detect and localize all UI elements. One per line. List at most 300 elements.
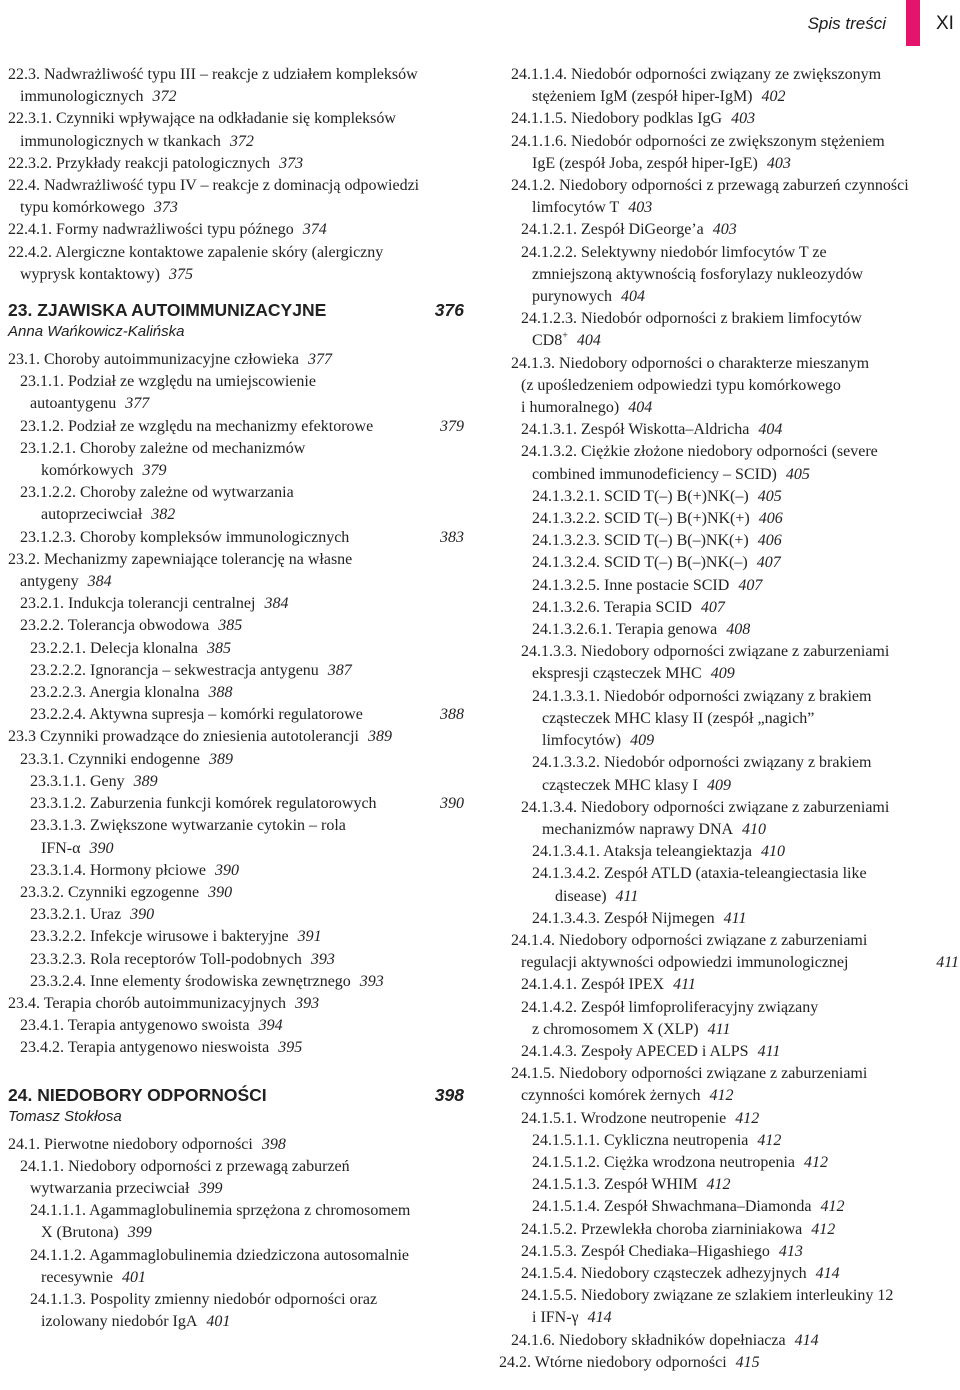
toc-entry <box>499 930 959 952</box>
toc-entry-text: wyprysk kontaktowy) <box>20 265 160 283</box>
toc-entry-text: 23.2. Mechanizmy zapewniające tolerancję na własne <box>8 550 353 568</box>
toc-page-number: 411 <box>936 954 959 972</box>
superscript: + <box>562 331 568 343</box>
toc-entry <box>499 641 959 663</box>
toc-entry-text: 24.1.1.3. Pospolity zmienny niedobór odporności oraz <box>30 1290 378 1308</box>
toc-page-number: 402 <box>761 88 786 106</box>
toc-entry-text: 24.1.3.4.1. Ataksja teleangiektazja <box>532 843 752 861</box>
toc-page-number: 393 <box>295 994 320 1012</box>
toc-entry-text: limfocytów) <box>542 732 622 750</box>
toc-entry[interactable] <box>8 1037 464 1059</box>
chapter-page-number: 398 <box>434 1084 464 1105</box>
toc-page-number: 405 <box>785 465 810 483</box>
toc-entry[interactable] <box>8 660 464 682</box>
toc-entry <box>8 175 464 197</box>
toc-page-number: 406 <box>758 510 783 528</box>
toc-entry <box>8 371 464 393</box>
toc-entry <box>499 797 959 819</box>
toc-entry[interactable] <box>499 1152 959 1174</box>
toc-page-number: 411 <box>723 909 747 927</box>
toc-entry[interactable] <box>8 704 464 726</box>
toc-entry[interactable] <box>499 1041 959 1063</box>
toc-entry[interactable] <box>8 1015 464 1037</box>
toc-entry-text: cząsteczek MHC klasy II (zespół „nagich” <box>542 709 815 727</box>
toc-entry[interactable] <box>499 219 959 241</box>
toc-page-number: 411 <box>707 1020 731 1038</box>
toc-entry-text: 24.1.1.5. Niedobory podklas IgG <box>511 110 723 128</box>
toc-entry[interactable] <box>499 1019 959 1041</box>
toc-entry-text: 23.2.2. Tolerancja obwodowa <box>20 617 210 635</box>
toc-page-number: 406 <box>757 532 782 550</box>
toc-entry[interactable] <box>499 952 959 974</box>
toc-entry-text: 24.1.3.4.3. Zespół Nijmegen <box>532 909 715 927</box>
toc-entry[interactable] <box>8 682 464 704</box>
toc-page-number: 408 <box>726 621 751 639</box>
toc-page-number: 413 <box>778 1242 803 1260</box>
toc-entry[interactable] <box>499 974 959 996</box>
toc-entry[interactable] <box>8 527 464 549</box>
toc-entry <box>8 482 464 504</box>
toc-page-number: 405 <box>757 487 782 505</box>
toc-page-number: 411 <box>615 887 639 905</box>
toc-entry-text: mechanizmów naprawy DNA <box>542 820 734 838</box>
toc-entry[interactable] <box>499 886 959 908</box>
toc-entry[interactable] <box>8 571 464 593</box>
toc-entry-text: 24.1.5.1.1. Cykliczna neutropenia <box>532 1131 749 1149</box>
toc-page-number: 389 <box>367 728 392 746</box>
toc-entry <box>8 1200 464 1222</box>
toc-entry[interactable] <box>8 593 464 615</box>
toc-entry[interactable] <box>499 575 959 597</box>
toc-entry-text: 23.3.2.4. Inne elementy środowiska zewnętrznego <box>30 972 351 990</box>
chapter-author: Anna Wańkowicz-Kalińska <box>8 323 185 341</box>
toc-entry[interactable] <box>499 1241 959 1263</box>
toc-entry[interactable] <box>8 416 464 438</box>
toc-page-number: 379 <box>440 417 464 435</box>
toc-entry-text: 24.1.3.4. Niedobory odporności związane z zaburzeniami <box>521 798 890 816</box>
toc-page-number: 407 <box>756 554 781 572</box>
toc-entry[interactable] <box>8 971 464 993</box>
toc-entry-text: recesywnie <box>41 1268 113 1286</box>
toc-page-number: 393 <box>310 950 335 968</box>
toc-page-number: 377 <box>308 351 333 369</box>
toc-entry[interactable] <box>499 730 959 752</box>
toc-entry-text: cząsteczek MHC klasy I <box>542 776 698 794</box>
toc-page-number: 411 <box>673 976 696 994</box>
toc-entry[interactable] <box>8 504 464 526</box>
toc-entry[interactable] <box>499 1130 959 1152</box>
toc-page-number: 395 <box>278 1039 303 1057</box>
toc-page-number: 383 <box>440 528 464 546</box>
toc-entry[interactable] <box>8 264 464 286</box>
toc-entry-text: 24.1.1.1. Agammaglobulinemia sprzężona z chromosomem <box>30 1202 411 1220</box>
toc-page-number: 409 <box>630 732 655 750</box>
toc-entry[interactable] <box>8 393 464 415</box>
spacer <box>8 286 464 299</box>
toc-page-number: 391 <box>297 928 322 946</box>
toc-entry-text: 24.1.3.3.2. Niedobór odporności związany z brakiem <box>532 754 872 772</box>
toc-entry-text: 24.1.1.6. Niedobór odporności ze zwiększonym stężeniem <box>511 132 885 150</box>
toc-entry-text: 23.4.1. Terapia antygenowo swoista <box>20 1017 250 1035</box>
toc-page-number: 410 <box>760 843 785 861</box>
toc-page-number: 410 <box>742 820 767 838</box>
toc-entry-text: i IFN-γ <box>532 1309 579 1327</box>
toc-entry[interactable] <box>8 793 464 815</box>
toc-entry-text: izolowany niedobór IgA <box>41 1313 198 1331</box>
chapter-author: Tomasz Stokłosa <box>8 1107 122 1125</box>
toc-entry[interactable] <box>8 838 464 860</box>
toc-entry[interactable] <box>8 153 464 175</box>
toc-entry-text: 23.3.1.2. Zaburzenia funkcji komórek regulatorowych <box>30 795 377 813</box>
toc-entry-text: typu komórkowego <box>20 199 145 217</box>
toc-entry <box>8 64 464 86</box>
chapter-page-number: 376 <box>434 300 464 321</box>
toc-entry[interactable] <box>499 841 959 863</box>
toc-entry-text: z chromosomem X (XLP) <box>532 1020 699 1038</box>
toc-entry-text: komórkowych <box>41 462 134 480</box>
toc-entry-text: disease) <box>555 887 607 905</box>
toc-entry-text: 24.1.1.4. Niedobór odporności związany ze zwiększonym <box>511 66 882 83</box>
toc-entry <box>8 108 464 130</box>
toc-entry <box>499 863 959 885</box>
toc-entry-text: 22.4.2. Alergiczne kontaktowe zapalenie skóry (alergiczny <box>8 243 384 261</box>
toc-page-number: 403 <box>628 199 653 217</box>
toc-entry-text: 23.2.2.3. Anergia klonalna <box>30 684 200 702</box>
toc-entry-text: 23.1.1. Podział ze względu na umiejscowienie <box>20 373 316 391</box>
toc-page-number: 412 <box>735 1109 760 1127</box>
toc-entry-text: 24.2. Wtórne niedobory odporności <box>499 1353 727 1371</box>
running-title: Spis treści <box>807 14 886 33</box>
toc-page-number: 389 <box>208 750 233 768</box>
toc-entry[interactable] <box>499 1352 959 1374</box>
toc-entry-text: 24.1.2. Niedobory odporności z przewagą zaburzeń czynności <box>511 177 909 195</box>
toc-entry[interactable] <box>499 1330 959 1352</box>
toc-entry-text: 24.1.1.2. Agammaglobulinemia dziedziczona autosomalnie <box>30 1246 410 1264</box>
toc-entry[interactable] <box>8 860 464 882</box>
toc-entry[interactable] <box>499 597 959 619</box>
toc-entry[interactable] <box>8 638 464 660</box>
toc-entry[interactable] <box>8 131 464 153</box>
toc-page-number: 394 <box>258 1017 283 1035</box>
toc-entry-text: 24.1.3.2.2. SCID T(–) B(+)NK(+) <box>532 510 750 528</box>
toc-entry[interactable] <box>499 486 959 508</box>
toc-page-number: 401 <box>121 1268 146 1286</box>
toc-entry[interactable] <box>8 749 464 771</box>
toc-entry-text: purynowych <box>532 288 612 306</box>
toc-page-number: 412 <box>811 1220 836 1238</box>
toc-entry <box>499 375 959 397</box>
toc-entry-text: IgE (zespół Joba, zespół hiper-IgE) <box>532 154 758 172</box>
toc-entry-text: 24.1.3.2.6. Terapia SCID <box>532 598 692 616</box>
toc-entry <box>8 1245 464 1267</box>
toc-entry[interactable] <box>8 882 464 904</box>
toc-entry-text: 24.1.2.1. Zespół DiGeorge’a <box>521 221 704 239</box>
toc-page-number: 372 <box>152 88 177 106</box>
toc-entry-text: 24.1.5. Niedobory odporności związane z zaburzeniami <box>511 1065 868 1083</box>
toc-entry[interactable] <box>499 1196 959 1218</box>
toc-page-number: 407 <box>738 576 763 594</box>
toc-entry-text: 23.2.2.2. Ignorancja – sekwestracja antygenu <box>30 661 319 679</box>
toc-page-number: 379 <box>142 462 167 480</box>
toc-page-number: 372 <box>229 132 254 150</box>
chapter-title: 24. NIEDOBORY ODPORNOŚCI <box>8 1084 267 1105</box>
toc-entry-text: czynności komórek żernych <box>521 1087 701 1105</box>
toc-entry <box>8 1156 464 1178</box>
toc-entry-text: 22.4.1. Formy nadwrażliwości typu późnego <box>8 221 294 239</box>
toc-entry <box>499 686 959 708</box>
toc-page-number: 403 <box>712 221 737 239</box>
toc-entry <box>499 175 959 197</box>
toc-entry <box>499 752 959 774</box>
toc-entry-text: 24.1.5.3. Zespół Chediaka–Higashiego <box>521 1242 770 1260</box>
toc-entry-text: 24.1.3.2.4. SCID T(–) B(–)NK(–) <box>532 554 748 572</box>
toc-entry[interactable] <box>499 108 959 130</box>
toc-entry[interactable] <box>499 330 959 352</box>
toc-page-number: 375 <box>168 265 193 283</box>
toc-entry-text: combined immunodeficiency – SCID) <box>532 465 777 483</box>
toc-page-number: 401 <box>206 1313 231 1331</box>
toc-entry[interactable] <box>499 552 959 574</box>
toc-page-number: 412 <box>706 1176 731 1194</box>
chapter-title: 23. ZJAWISKA AUTOIMMUNIZACYJNE <box>8 300 327 321</box>
toc-entry[interactable] <box>8 1267 464 1289</box>
toc-entry-text: 24.1.3.2.3. SCID T(–) B(–)NK(+) <box>532 532 749 550</box>
toc-left-column <box>8 64 464 1333</box>
toc-entry[interactable] <box>8 219 464 241</box>
toc-entry-text: 23.2.1. Indukcja tolerancji centralnej <box>20 595 256 613</box>
toc-entry[interactable] <box>8 460 464 482</box>
toc-entry <box>499 264 959 286</box>
toc-entry[interactable] <box>499 1307 959 1329</box>
toc-entry-text: 23.1.2.2. Choroby zależne od wytwarzania <box>20 484 294 502</box>
toc-entry-text: IFN-α <box>41 839 81 857</box>
accent-bar <box>906 0 920 46</box>
toc-page-number: 404 <box>758 421 783 439</box>
toc-page-number: 414 <box>815 1264 840 1282</box>
toc-entry[interactable] <box>8 926 464 948</box>
toc-entry-text: wytwarzania przeciwciał <box>30 1179 190 1197</box>
toc-entry[interactable] <box>499 530 959 552</box>
toc-page-number: 409 <box>710 665 735 683</box>
toc-entry-text: 24.1.2.2. Selektywny niedobór limfocytów T ze <box>521 243 827 261</box>
toc-entry <box>499 131 959 153</box>
toc-entry <box>8 1289 464 1311</box>
toc-entry[interactable] <box>8 615 464 637</box>
toc-page-number: 415 <box>735 1353 760 1371</box>
toc-entry <box>8 242 464 264</box>
toc-page-number: 373 <box>153 199 178 217</box>
toc-page-number: 385 <box>218 617 243 635</box>
toc-entry-text: 24.1.6. Niedobory składników dopełniacza <box>511 1331 786 1349</box>
toc-entry-text: antygeny <box>20 573 79 591</box>
toc-entry-text: 24.1.3.2.5. Inne postacie SCID <box>532 576 730 594</box>
toc-entry <box>499 441 959 463</box>
toc-entry-text: 23.3.1.1. Geny <box>30 772 125 790</box>
toc-entry-text: 23.4. Terapia chorób autoimmunizacyjnych <box>8 994 287 1012</box>
toc-entry-text: (z upośledzeniem odpowiedzi typu komórkowego <box>521 376 841 394</box>
toc-page-number: 385 <box>206 639 231 657</box>
toc-entry-text: 23.3.2.1. Uraz <box>30 906 122 924</box>
toc-entry[interactable] <box>499 1263 959 1285</box>
toc-entry <box>499 708 959 730</box>
toc-entry-text: 22.3. Nadwrażliwość typu III – reakcje z udziałem kompleksów <box>8 66 418 83</box>
spacer <box>8 1060 464 1084</box>
toc-entry[interactable] <box>8 771 464 793</box>
toc-page-number: 390 <box>208 883 233 901</box>
toc-page-number: 403 <box>731 110 756 128</box>
toc-entry-text: 24.1.4.1. Zespół IPEX <box>521 976 665 994</box>
toc-page-number: 382 <box>151 506 176 524</box>
toc-entry[interactable] <box>499 286 959 308</box>
toc-entry <box>499 242 959 264</box>
toc-entry-text: 24.1.5.1.3. Zespół WHIM <box>532 1176 698 1194</box>
toc-page-number: 389 <box>133 772 158 790</box>
toc-page-number: 384 <box>264 595 289 613</box>
toc-entry-text: 23.1.2.3. Choroby kompleksów immunologicznych <box>20 528 350 546</box>
toc-entry-text: 23.2.2.1. Delecja klonalna <box>30 639 198 657</box>
toc-entry-text: 24.1. Pierwotne niedobory odporności <box>8 1135 253 1153</box>
toc-entry-text: 24.1.1. Niedobory odporności z przewagą zaburzeń <box>20 1157 350 1175</box>
toc-entry-text: i humoralnego) <box>521 399 620 417</box>
toc-entry <box>8 815 464 837</box>
toc-entry[interactable] <box>499 1174 959 1196</box>
toc-right-column <box>499 64 959 1374</box>
toc-page-number: 404 <box>576 332 601 350</box>
toc-entry-text: 22.4. Nadwrażliwość typu IV – reakcje z dominacją odpowiedzi <box>8 177 420 195</box>
toc-entry[interactable] <box>8 1222 464 1244</box>
toc-entry[interactable] <box>499 663 959 685</box>
chapter-heading[interactable] <box>8 299 464 321</box>
toc-entry[interactable] <box>8 1311 464 1333</box>
toc-entry-text: limfocytów T <box>532 199 620 217</box>
page-number: XI <box>936 13 954 34</box>
toc-page-number: 390 <box>214 861 239 879</box>
toc-entry-text: 23.3.1. Czynniki endogenne <box>20 750 200 768</box>
toc-entry-text: 24.1.3.2.1. SCID T(–) B(+)NK(–) <box>532 487 749 505</box>
toc-entry-text: 24.1.4. Niedobory odporności związane z zaburzeniami <box>511 931 868 949</box>
toc-entry-text: 23.3.2. Czynniki egzogenne <box>20 883 200 901</box>
toc-entry-text: 24.1.3. Niedobory odporności o charakterze mieszanym <box>511 354 870 372</box>
toc-page-number: 387 <box>327 661 352 679</box>
toc-entry-text: 23.2.2.4. Aktywna supresja – komórki regulatorowe <box>30 706 363 724</box>
toc-entry-text: 24.1.3.3. Niedobory odporności związane z zaburzeniami <box>521 643 890 661</box>
toc-entry[interactable] <box>499 508 959 530</box>
toc-entry[interactable] <box>499 419 959 441</box>
toc-entry-text: regulacji aktywności odpowiedzi immunologicznej <box>521 954 849 972</box>
toc-entry[interactable] <box>8 904 464 926</box>
toc-page-number: 403 <box>766 154 791 172</box>
toc-entry-text: 24.1.3.3.1. Niedobór odporności związany z brakiem <box>532 687 872 705</box>
toc-page-number: 414 <box>587 1309 612 1327</box>
toc-entry-text: 23.3.1.4. Hormony płciowe <box>30 861 206 879</box>
toc-entry-text: CD8 <box>532 332 563 350</box>
toc-entry-text: 24.1.3.2. Ciężkie złożone niedobory odporności (severe <box>521 443 878 461</box>
chapter-heading[interactable] <box>8 1084 464 1106</box>
toc-page-number: 404 <box>628 399 653 417</box>
toc-entry[interactable] <box>499 153 959 175</box>
toc-entry-text: 24.1.3.4.2. Zespół ATLD (ataxia-teleangiectasia like <box>532 865 867 883</box>
toc-entry-text: 24.1.4.2. Zespół limfoproliferacyjny związany <box>521 998 819 1016</box>
toc-entry-text: 24.1.5.1.2. Ciężka wrodzona neutropenia <box>532 1153 796 1171</box>
toc-entry-text: 24.1.2.3. Niedobór odporności z brakiem limfocytów <box>521 310 862 328</box>
toc-entry-text: ekspresji cząsteczek MHC <box>532 665 702 683</box>
toc-entry[interactable] <box>499 619 959 641</box>
toc-entry-text: immunologicznych w tkankach <box>20 132 221 150</box>
toc-page-number: 404 <box>620 288 645 306</box>
toc-page-number: 393 <box>359 972 384 990</box>
toc-entry-text: 23.1.2.1. Choroby zależne od mechanizmów <box>20 439 306 457</box>
toc-entry[interactable] <box>8 949 464 971</box>
toc-page-number: 412 <box>709 1087 734 1105</box>
toc-page-number: 390 <box>130 906 155 924</box>
toc-entry[interactable] <box>499 86 959 108</box>
toc-entry <box>8 549 464 571</box>
toc-page-number: 390 <box>440 795 464 813</box>
toc-entry-text: 24.1.5.1. Wrodzone neutropenie <box>521 1109 727 1127</box>
toc-entry-text: 23.4.2. Terapia antygenowo nieswoista <box>20 1039 270 1057</box>
toc-page-number: 412 <box>804 1153 829 1171</box>
toc-entry-text: autoprzeciwciał <box>41 506 143 524</box>
toc-entry[interactable] <box>8 726 464 748</box>
toc-page-number: 374 <box>302 221 327 239</box>
toc-entry-text: 23.3.2.2. Infekcje wirusowe i bakteryjne <box>30 928 289 946</box>
toc-page-number: 373 <box>279 154 304 172</box>
toc-page-number: 412 <box>757 1131 782 1149</box>
toc-entry <box>499 1063 959 1085</box>
toc-entry-text: 24.1.5.4. Niedobory cząsteczek adhezyjnych <box>521 1264 807 1282</box>
toc-entry-text: 23.1.2. Podział ze względu na mechanizmy efektorowe <box>20 417 374 435</box>
toc-entry[interactable] <box>499 397 959 419</box>
toc-entry[interactable] <box>499 1085 959 1107</box>
toc-page-number: 377 <box>125 395 150 413</box>
toc-entry[interactable] <box>8 349 464 371</box>
toc-page-number: 388 <box>440 706 464 724</box>
toc-page-number: 384 <box>87 573 112 591</box>
toc-entry-text: stężeniem IgM (zespół hiper-IgM) <box>532 88 753 106</box>
toc-page-number: 414 <box>794 1331 819 1349</box>
toc-entry <box>499 64 959 86</box>
toc-entry <box>499 308 959 330</box>
toc-entry-text: autoantygenu <box>30 395 117 413</box>
toc-entry-text: 24.1.3.1. Zespół Wiskotta–Aldricha <box>521 421 750 439</box>
toc-entry[interactable] <box>8 86 464 108</box>
toc-entry-text: X (Brutona) <box>41 1224 119 1242</box>
toc-entry[interactable] <box>8 1134 464 1156</box>
toc-entry[interactable] <box>8 197 464 219</box>
toc-page-number: 399 <box>198 1179 223 1197</box>
toc-entry-text: 22.3.2. Przykłady reakcji patologicznych <box>8 154 271 172</box>
toc-entry-text: 22.3.1. Czynniki wpływające na odkładanie się kompleksów <box>8 110 396 128</box>
toc-entry[interactable] <box>499 1108 959 1130</box>
toc-entry-text: 24.1.5.1.4. Zespół Shwachmana–Diamonda <box>532 1198 812 1216</box>
toc-page-number: 411 <box>757 1042 781 1060</box>
toc-page-number: 409 <box>706 776 731 794</box>
toc-entry[interactable] <box>499 775 959 797</box>
toc-page-number: 398 <box>261 1135 286 1153</box>
toc-entry-text: 23.3.1.3. Zwiększone wytwarzanie cytokin – rola <box>30 817 346 835</box>
toc-entry[interactable] <box>8 1178 464 1200</box>
toc-entry[interactable] <box>499 908 959 930</box>
toc-entry[interactable] <box>8 993 464 1015</box>
toc-entry[interactable] <box>499 819 959 841</box>
toc-page-number: 407 <box>700 598 725 616</box>
toc-entry[interactable] <box>499 464 959 486</box>
toc-entry-text: 24.1.5.2. Przewlekła choroba ziarniniakowa <box>521 1220 803 1238</box>
toc-entry <box>499 1285 959 1307</box>
toc-entry[interactable] <box>499 1219 959 1241</box>
toc-entry[interactable] <box>499 197 959 219</box>
toc-entry-text: 24.1.5.5. Niedobory związane ze szlakiem interleukiny 12 <box>521 1287 894 1305</box>
